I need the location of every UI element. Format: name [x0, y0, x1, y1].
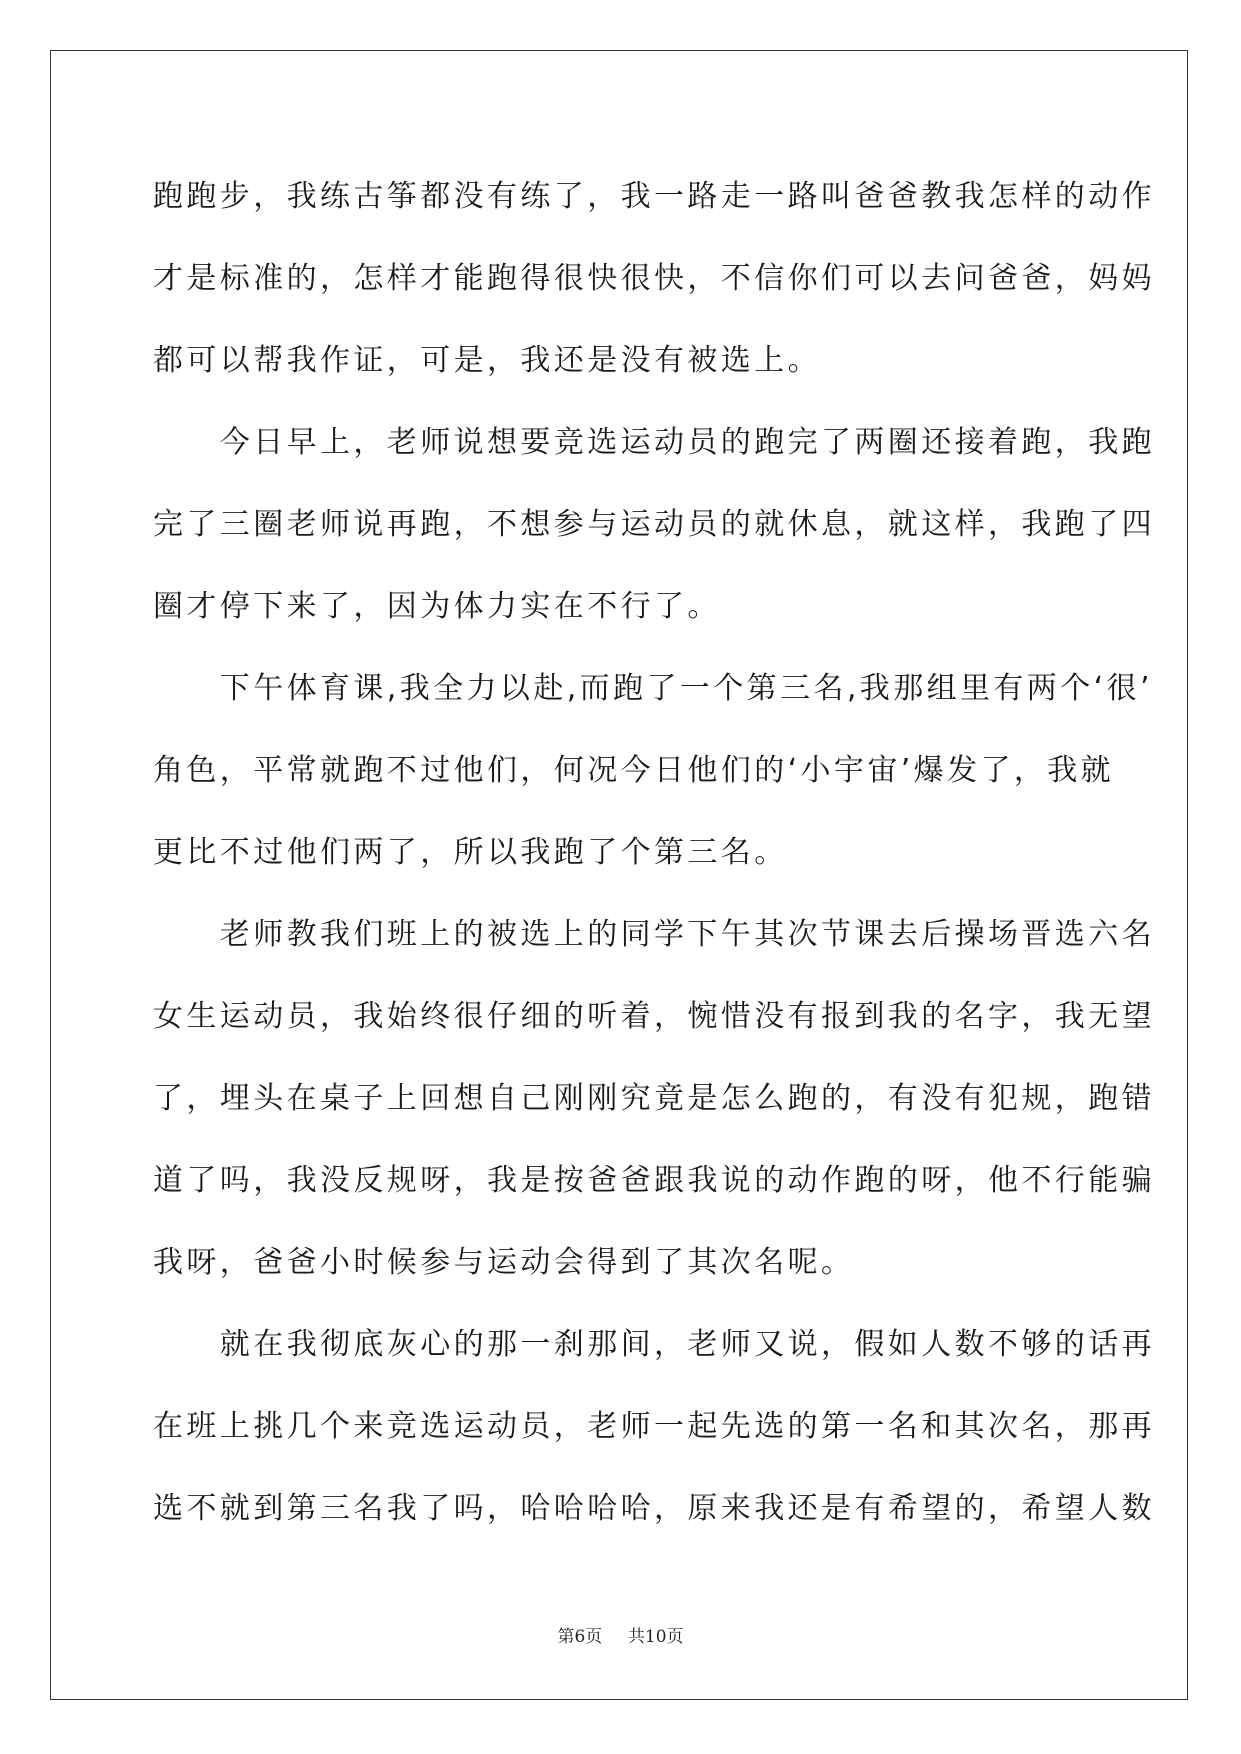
- text-line: 就在我彻底灰心的那一刹那间，老师又说，假如人数不够的话再: [153, 1327, 1155, 1362]
- text-line: 今日早上，老师说想要竞选运动员的跑完了两圈还接着跑，我跑: [153, 425, 1155, 460]
- text-line: 都可以帮我作证，可是，我还是没有被选上。: [153, 343, 821, 378]
- text-line: 在班上挑几个来竞选运动员，老师一起先选的第一名和其次名，那再: [153, 1409, 1155, 1444]
- text-line: 才是标准的，怎样才能跑得很快很快，不信你们可以去问爸爸，妈妈: [153, 261, 1155, 296]
- text-line: 选不就到第三名我了吗，哈哈哈哈，原来我还是有希望的，希望人数: [153, 1491, 1155, 1526]
- text-line: 老师教我们班上的被选上的同学下午其次节课去后操场晋选六名: [153, 917, 1155, 952]
- text-line: 完了三圈老师说再跑，不想参与运动员的就休息，就这样，我跑了四: [153, 507, 1155, 542]
- text-line: 更比不过他们两了，所以我跑了个第三名。: [153, 835, 788, 870]
- document-body: [153, 156, 1155, 1550]
- page-footer: [0, 1622, 1241, 1647]
- text-line: 女生运动员，我始终很仔细的听着，惋惜没有报到我的名字，我无望: [153, 999, 1155, 1034]
- text-line: 下午体育课,我全力以赴,而跑了一个第三名,我那组里有两个‘很’: [153, 671, 1153, 706]
- page-number: 第6页: [557, 1627, 603, 1647]
- text-line: 角色，平常就跑不过他们，何况今日他们的‘小宇宙’爆发了，我就: [153, 753, 1115, 788]
- text-line: 我呀，爸爸小时候参与运动会得到了其次名呢。: [153, 1245, 855, 1280]
- text-line: 道了吗，我没反规呀，我是按爸爸跟我说的动作跑的呀，他不行能骗: [153, 1163, 1155, 1198]
- text-line: 圈才停下来了，因为体力实在不行了。: [153, 589, 721, 624]
- text-line: 跑跑步，我练古筝都没有练了，我一路走一路叫爸爸教我怎样的动作: [153, 179, 1155, 214]
- text-line: 了，埋头在桌子上回想自己刚刚究竟是怎么跑的，有没有犯规，跑错: [153, 1081, 1155, 1116]
- page-total: 共10页: [627, 1627, 684, 1647]
